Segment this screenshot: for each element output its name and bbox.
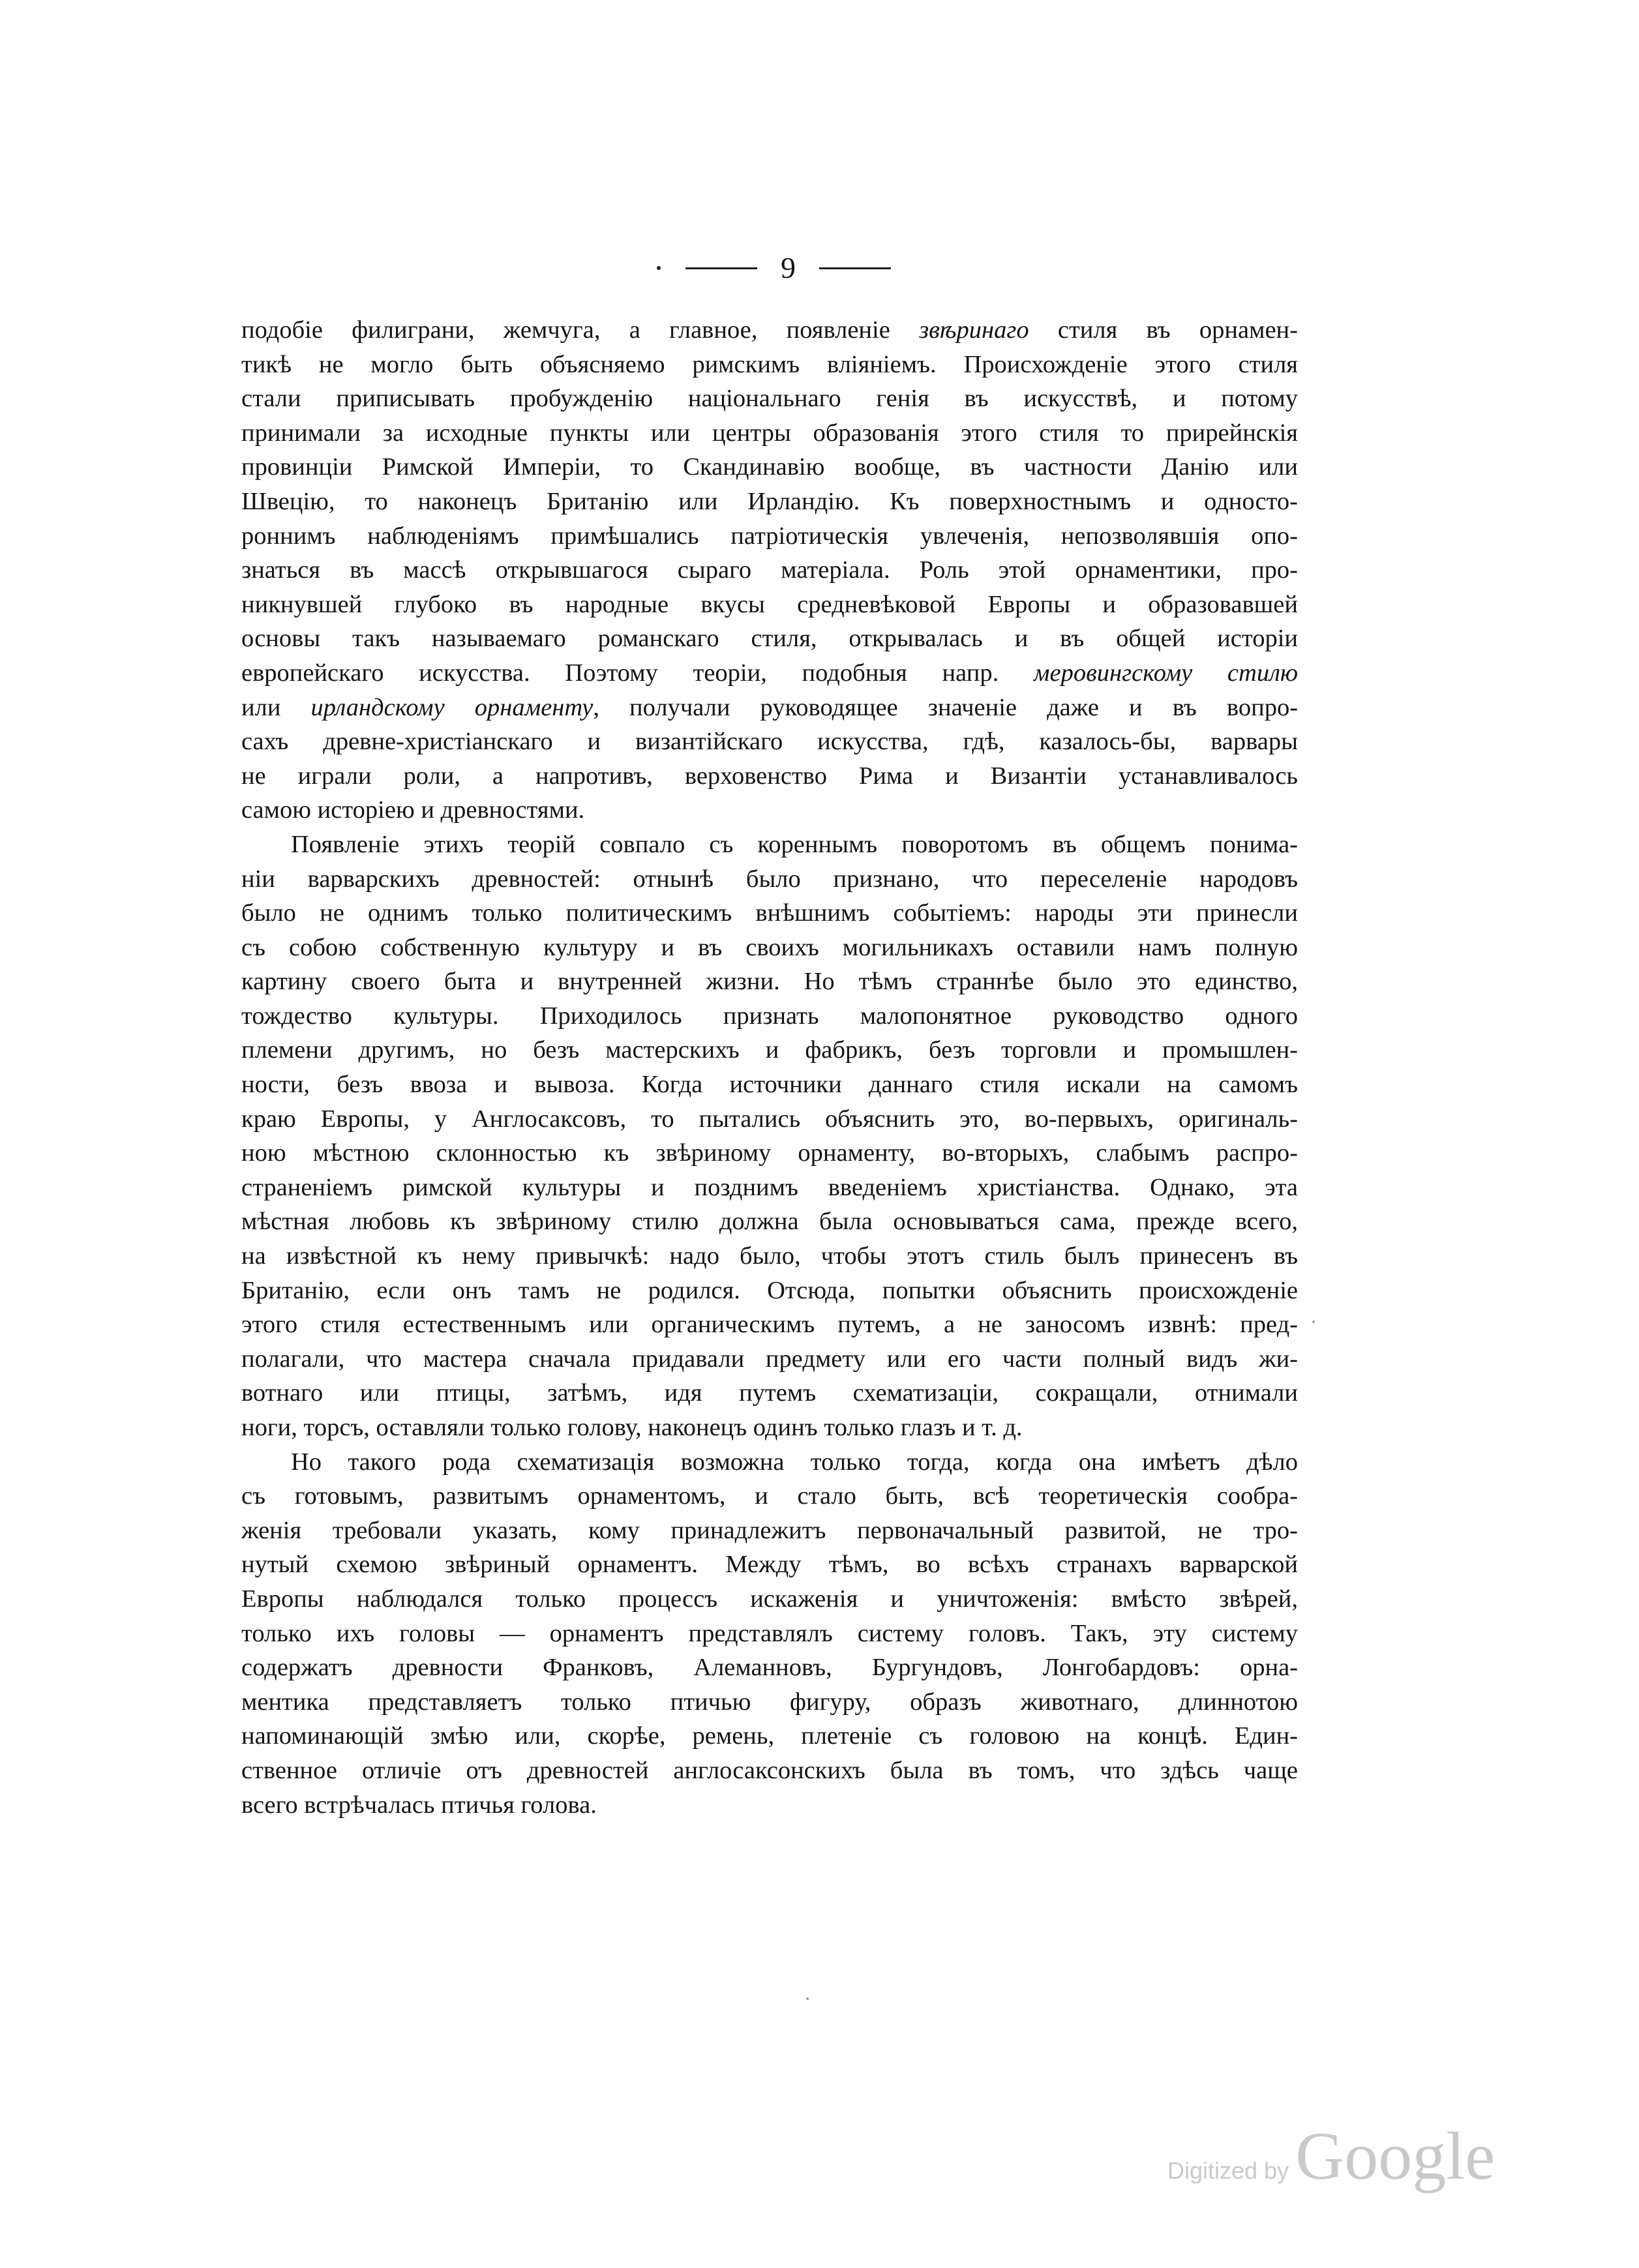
text-run: никнувшей глубоко въ народные вкусы средневѣковой Европы и образовавшей: [241, 590, 1298, 618]
text-line: [241, 862, 1298, 897]
text-line: [241, 931, 1298, 965]
text-run: провинціи Римской Имперіи, то Скандинавію вообще, въ частности Данію или: [241, 453, 1298, 481]
text-line: [241, 964, 1298, 999]
text-line: [241, 485, 1298, 519]
header-rule-right: [819, 267, 891, 269]
text-run: страненіемъ римской культуры и позднимъ введеніемъ христіанства. Однако, эта: [241, 1173, 1298, 1201]
text-line: [241, 691, 1298, 725]
text-run: подобіе филиграни, жемчуга, а главное, появленіе: [241, 316, 920, 344]
text-line: [241, 348, 1298, 382]
text-line: [241, 999, 1298, 1034]
google-logo: Google: [1295, 2119, 1496, 2194]
text-run: съ готовымъ, развитымъ орнаментомъ, и стало быть, всѣ теоретическія сообра-: [241, 1482, 1298, 1510]
text-run: ноги, торсъ, оставляли только голову, наконецъ одинъ только глазъ и т. д.: [241, 1414, 1023, 1441]
text-line: [241, 313, 1298, 348]
text-line: [241, 450, 1298, 485]
text-run: было не однимъ только политическимъ внѣшнимъ событіемъ: народы эти принесли: [241, 899, 1298, 927]
text-run: этого стиля естественнымъ или органическимъ путемъ, а не заносомъ извнѣ: пред-: [241, 1311, 1298, 1339]
text-run: племени другимъ, но безъ мастерскихъ и фабрикъ, безъ торговли и промышлен-: [241, 1036, 1298, 1064]
text-line: [241, 1102, 1298, 1137]
text-run: ственное отличіе отъ древностей англосаксонскихъ была въ томъ, что здѣсь чаще: [241, 1756, 1298, 1784]
paragraph: [241, 1445, 1298, 1823]
text-line: [241, 1067, 1298, 1102]
text-run: вотнаго или птицы, затѣмъ, идя путемъ схематизаціи, сокращали, отнимали: [241, 1379, 1298, 1407]
text-run: Но такого рода схематизація возможна только тогда, когда она имѣетъ дѣло: [291, 1448, 1298, 1476]
text-line: [241, 1617, 1298, 1651]
text-line: [241, 1514, 1298, 1548]
text-line: [241, 656, 1298, 691]
text-line: [241, 519, 1298, 554]
text-line: [241, 1582, 1298, 1617]
text-line: [241, 381, 1298, 416]
text-run: ніи варварскихъ древностей: отнынѣ было признано, что переселеніе народовъ: [241, 865, 1298, 893]
text-run: Появленіе этихъ теорій совпало съ кореннымъ поворотомъ въ общемъ понима-: [291, 830, 1298, 858]
text-run: или: [241, 693, 311, 721]
text-line: [241, 1307, 1298, 1342]
text-run: содержатъ древности Франковъ, Алеманновъ, Бургундовъ, Лонгобардовъ: орна-: [241, 1654, 1298, 1682]
page-number: 9: [781, 251, 796, 284]
page-header: [0, 253, 1639, 283]
text-run: европейскаго искусства. Поэтому теоріи, подобныя напр.: [241, 659, 1034, 687]
text-line: [241, 1753, 1298, 1788]
text-line: [241, 1342, 1298, 1377]
text-line: [241, 1171, 1298, 1205]
text-run: принимали за исходные пункты или центры образованія этого стиля то прирейнскія: [241, 419, 1298, 447]
text-run: женія требовали указать, кому принадлежитъ первоначальный развитой, не тро-: [241, 1516, 1298, 1544]
text-line: [241, 1239, 1298, 1274]
text-line: [241, 1136, 1298, 1171]
text-line: [241, 621, 1298, 656]
text-run: ною мѣстною склонностью къ звѣриному орнаменту, во-вторыхъ, слабымъ распро-: [241, 1139, 1298, 1167]
text-line: [241, 1274, 1298, 1308]
text-line: [241, 588, 1298, 622]
text-run: Швецію, то наконецъ Британію или Ирландію. Къ поверхностнымъ и односто-: [241, 487, 1298, 515]
text-run: тикѣ не могло быть объясняемо римскимъ вліяніемъ. Происхожденіе этого стиля: [241, 350, 1298, 378]
text-run: , получали руководящее значеніе даже и въ вопро-: [593, 693, 1298, 721]
text-line: [241, 553, 1298, 588]
text-run: на извѣстной къ нему привычкѣ: надо было, чтобы этотъ стиль былъ принесенъ въ: [241, 1242, 1298, 1270]
italic-term: звѣринаго: [919, 316, 1029, 344]
italic-term: ирландскому орнаменту: [310, 693, 594, 721]
text-line: [241, 1685, 1298, 1720]
text-run: только ихъ головы — орнаментъ представлялъ систему головъ. Такъ, эту систему: [241, 1619, 1298, 1647]
text-run: стали приписывать пробужденію національнаго генія въ искусствѣ, и потому: [241, 385, 1298, 413]
text-run: съ собою собственную культуру и въ своихъ могильникахъ оставили намъ полную: [241, 933, 1298, 961]
text-line: [241, 1719, 1298, 1753]
text-run: мѣстная любовь къ звѣриному стилю должна была основываться сама, прежде всего,: [241, 1208, 1298, 1236]
text-run: роннимъ наблюденіямъ примѣшались патріотическія увлеченія, непозволявшія опо-: [241, 522, 1298, 550]
text-run: краю Европы, у Англосаксовъ, то пытались объяснить это, во-первыхъ, оригиналь-: [241, 1105, 1298, 1133]
text-line: [241, 1410, 1298, 1445]
text-run: сахъ древне-христіанскаго и византійскаго искусства, гдѣ, казалось-бы, варвары: [241, 728, 1298, 756]
text-line: [241, 1650, 1298, 1685]
text-run: стиля въ орнамен-: [1029, 316, 1298, 344]
text-run: всего встрѣчалась птичья голова.: [241, 1791, 597, 1819]
paragraph: [241, 828, 1298, 1445]
page-header-group: [657, 253, 891, 283]
watermark-prefix: Digitized by: [1167, 2157, 1289, 2184]
text-run: тождество культуры. Приходилось признать малопонятное руководство одного: [241, 1002, 1298, 1030]
text-line: [241, 1445, 1298, 1480]
text-run: основы такъ называемаго романскаго стиля, открывалась и въ общей исторіи: [241, 625, 1298, 653]
scan-speck: [1312, 1321, 1315, 1323]
text-line: [241, 1788, 1298, 1823]
text-line: [241, 416, 1298, 451]
text-line: [241, 724, 1298, 759]
text-run: ности, безъ ввоза и вывоза. Когда источники даннаго стиля искали на самомъ: [241, 1071, 1298, 1099]
text-line: [241, 759, 1298, 794]
text-line: [241, 1204, 1298, 1239]
text-line: [241, 1479, 1298, 1514]
text-run: картину своего быта и внутренней жизни. Но тѣмъ страннѣе было это единство,: [241, 968, 1298, 996]
text-line: [241, 1547, 1298, 1582]
header-dot: [657, 266, 661, 270]
text-run: Европы наблюдался только процессъ искаженія и уничтоженія: вмѣсто звѣрей,: [241, 1585, 1298, 1613]
text-run: не играли роли, а напротивъ, верховенство Рима и Византіи устанавливалось: [241, 762, 1298, 790]
text-run: ментика представляетъ только птичью фигуру, образъ животнаго, длиннотою: [241, 1688, 1298, 1716]
text-line: [241, 828, 1298, 862]
text-run: самою исторіею и древностями.: [241, 796, 585, 824]
paragraph: [241, 313, 1298, 828]
text-run: напоминающій змѣю или, скорѣе, ремень, плетеніе съ головою на концѣ. Един-: [241, 1722, 1298, 1750]
text-run: знаться въ массѣ открывшагося сыраго матеріала. Роль этой орнаментики, про-: [241, 556, 1298, 584]
text-run: нутый схемою звѣриный орнаментъ. Между тѣмъ, во всѣхъ странахъ варварской: [241, 1551, 1298, 1579]
digitized-watermark: [1167, 2119, 1496, 2194]
text-run: Британію, если онъ тамъ не родился. Отсюда, попытки объяснить происхожденіе: [241, 1276, 1298, 1304]
italic-term: меровингскому стилю: [1033, 659, 1298, 687]
text-line: [241, 1033, 1298, 1067]
header-rule-left: [685, 267, 757, 269]
scan-speck: [806, 1997, 809, 2000]
text-line: [241, 1376, 1298, 1410]
text-line: [241, 793, 1298, 828]
text-run: полагали, что мастера сначала придавали предмету или его части полный видъ жи-: [241, 1345, 1298, 1373]
body-text: [241, 313, 1298, 1822]
text-line: [241, 896, 1298, 931]
